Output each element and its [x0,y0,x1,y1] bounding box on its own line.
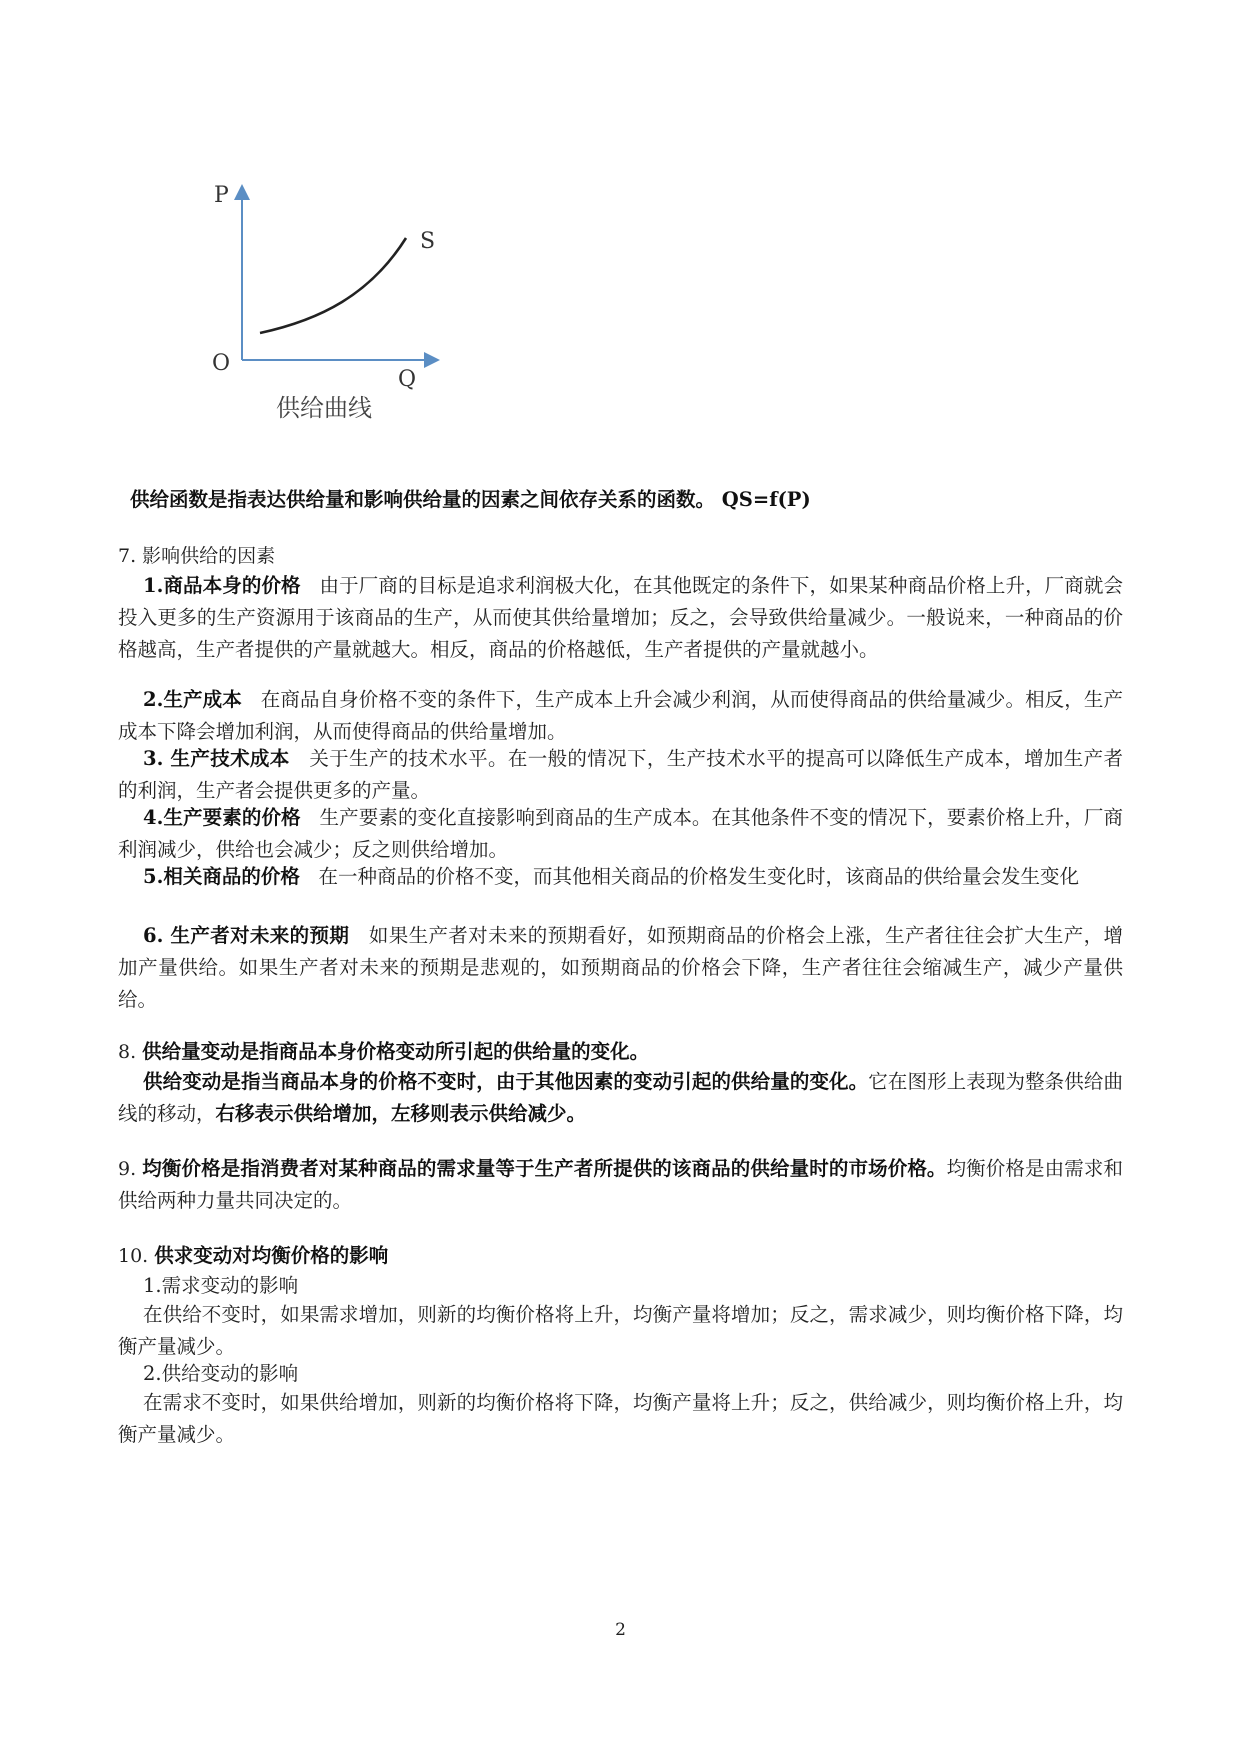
curve-label-s: S [420,229,436,254]
q-axis-label: Q [398,367,417,392]
factor-6-head: 6. 生产者对未来的预期 [143,924,350,947]
factor-4-head: 4.生产要素的价格 [143,806,301,829]
factor-5-text: 在一种商品的价格不变，而其他相关商品的价格发生变化时，该商品的供给量会发生变化 [318,865,1079,888]
factor-3 [118,743,1123,807]
factor-5 [118,861,1123,893]
section-9-bold: 均衡价格是指消费者对某种商品的需求量等于生产者所提供的该商品的供给量时的市场价格。 [142,1157,947,1180]
factor-3-text: 关于生产的技术水平。在一般的情况下，生产技术水平的提高可以降低生产成本，增加生产者的利润，生产者会提供更多的产量。 [118,747,1123,802]
origin-label: O [212,351,231,376]
p-axis-label: P [214,183,229,208]
supply-function-definition: 供给函数是指表达供给量和影响供给量的因素之间依存关系的函数。 QS=f(P) [130,488,811,511]
factor-1 [118,570,1123,666]
section-10-text2: 在需求不变时，如果供给增加，则新的均衡价格将下降，均衡产量将上升；反之，供给减少，则均衡价格上升，均衡产量减少。 [118,1391,1123,1446]
factor-1-text: 由于厂商的目标是追求利润极大化，在其他既定的条件下，如果某种商品价格上升，厂商就会投入更多的生产资源用于该商品的生产，从而使其供给量增加；反之，会导致供给量减少。一般说来，一种商品的价格越高，生产者提供的产量就越大。相反，商品的价格越低，生产者提供的产量就越小。 [118,574,1123,661]
factor-5-head: 5.相关商品的价格 [143,865,300,888]
section-8-title: 8. 供给量变动是指商品本身价格变动所引起的供给量的变化。 [118,1040,650,1063]
factor-3-head: 3. 生产技术成本 [143,747,290,770]
factor-2-text: 在商品自身价格不变的条件下，生产成本上升会减少利润，从而使得商品的供给量减少。相反，生产成本下降会增加利润，从而使得商品的供给量增加。 [118,688,1123,743]
factor-4 [118,802,1123,866]
section-9: 9. 均衡价格是指消费者对某种商品的需求量等于生产者所提供的该商品的供给量时的市场价格。均衡价格是由需求和供给两种力量共同决定的。 [118,1157,1123,1212]
page-number: 2 [615,1620,626,1640]
section-8-bold: 供给量变动是指商品本身价格变动所引起的供给量的变化。 [142,1040,650,1063]
factor-2-head: 2.生产成本 [143,688,242,711]
section-10-title: 10. 供求变动对均衡价格的影响 [118,1244,389,1267]
factor-1-head: 1.商品本身的价格 [143,574,301,597]
section-8-body: 供给变动是指当商品本身的价格不变时，由于其他因素的变动引起的供给量的变化。它在图形上表现为整条供给曲线的移动，右移表示供给增加，左移则表示供给减少。 [118,1070,1123,1125]
section-10-sub2: 2.供给变动的影响 [143,1362,299,1385]
figure-caption: 供给曲线 [276,394,372,422]
factor-6 [118,920,1123,1016]
factor-4-text: 生产要素的变化直接影响到商品的生产成本。在其他条件不变的情况下，要素价格上升，厂商利润减少，供给也会减少；反之则供给增加。 [118,806,1123,861]
section-7-title: 7. 影响供给的因素 [118,545,276,567]
factor-6-text: 如果生产者对未来的预期看好，如预期商品的价格会上涨，生产者往往会扩大生产，增加产量供给。如果生产者对未来的预期是悲观的，如预期商品的价格会下降，生产者往往会缩减生产，减少产量供给。 [118,924,1123,1011]
section-10-sub1: 1.需求变动的影响 [143,1274,299,1297]
factor-2 [118,684,1123,748]
section-10-text1: 在供给不变时，如果需求增加，则新的均衡价格将上升，均衡产量将增加；反之，需求减少，则均衡价格下降，均衡产量减少。 [118,1303,1123,1358]
supply-curve-figure [212,180,480,460]
supply-curve [260,238,406,333]
